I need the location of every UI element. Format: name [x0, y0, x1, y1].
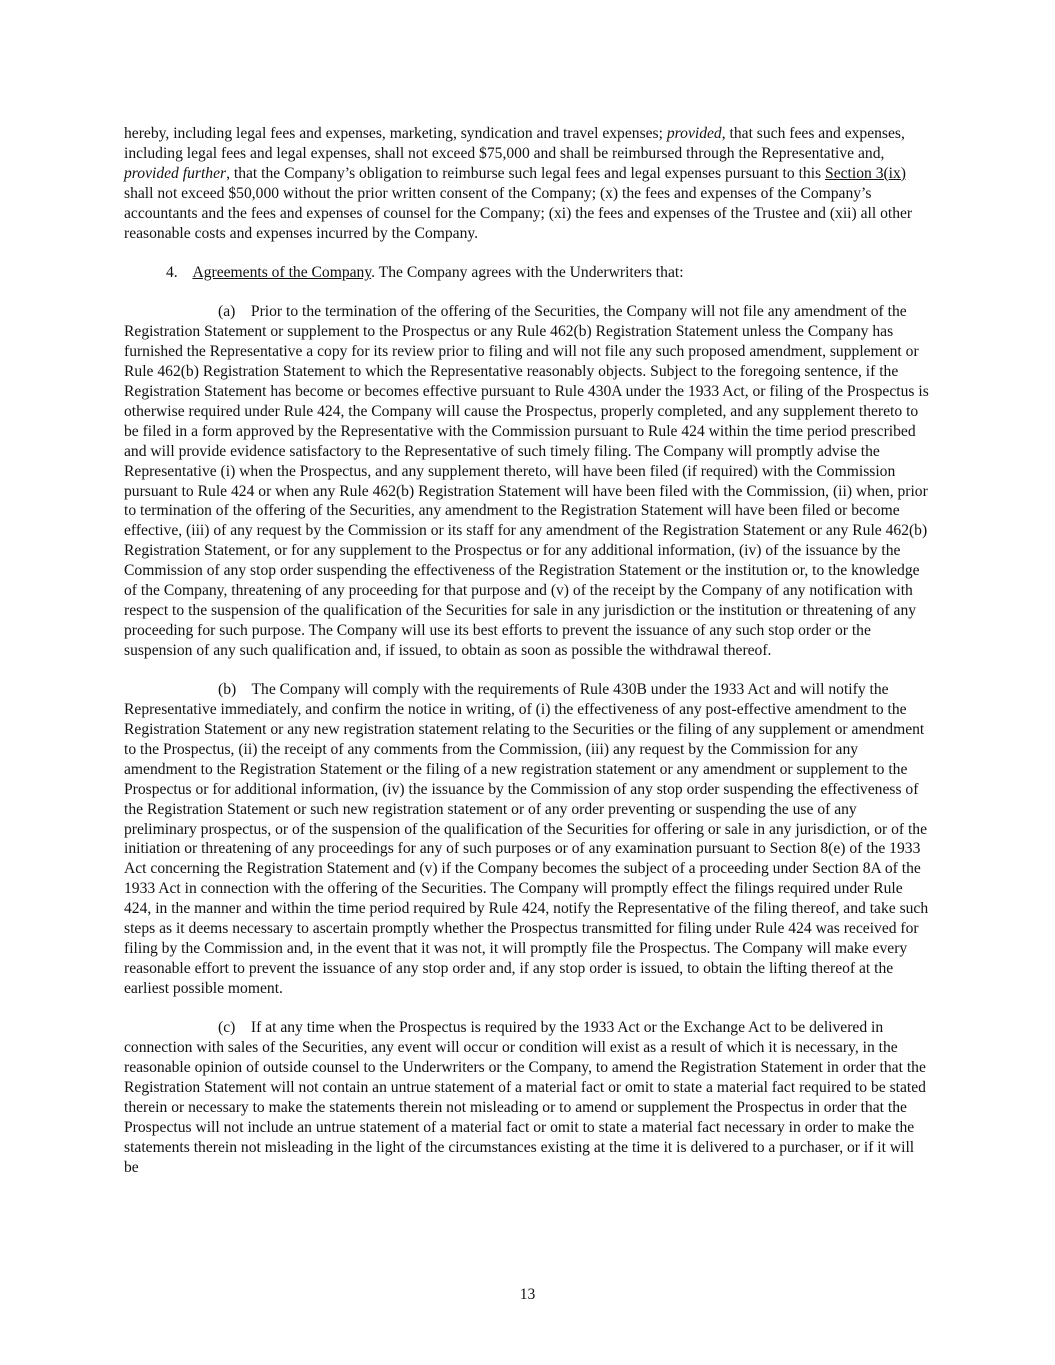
subsection-label: (a): [218, 303, 236, 321]
section-title: Agreements of the Company: [192, 263, 372, 281]
continuation-text-3: , that the Company’s obligation to reimburse such legal fees and legal expenses pursuant to this: [226, 164, 826, 182]
subsection-text: If at any time when the Prospectus is required by the 1933 Act or the Exchange Act to be delivered in connection with sales of the Securities, any event will occur or condition will exist as a result of which it is necessary, in the reasonable opinion of outside counsel to the Underwriters or the Company, to amend the Registration Statement in order that the Registration Statement will not contain an untrue statement of a material fact or omit to state a material fact required to be stated therein or necessary to make the statements therein not misleading or to amend or supplement the Prospectus in order that the Prospectus will not include an untrue statement of a material fact or omit to state a material fact necessary in order to make the statements therein not misleading in the light of the circumstances existing at the time it is delivered to a purchaser, or if it will be: [124, 1019, 926, 1176]
document-page: [124, 124, 932, 1177]
continuation-paragraph: [124, 124, 932, 243]
subsection-a: [124, 302, 932, 660]
subsection-label: (b): [218, 681, 237, 699]
subsection-label: (c): [218, 1019, 236, 1037]
section-intro: . The Company agrees with the Underwriters that:: [371, 263, 684, 281]
provided-term: provided: [666, 125, 722, 142]
section-4-heading: [124, 263, 932, 283]
section-number: 4.: [166, 263, 178, 281]
provided-further-term: provided further: [124, 164, 227, 182]
continuation-text-1: hereby, including legal fees and expenses, marketing, syndication and travel expenses;: [124, 125, 667, 142]
section-reference: Section 3(ix): [825, 164, 906, 182]
page-number: 13: [519, 1286, 536, 1303]
subsection-b: [124, 680, 932, 999]
continuation-text-2: , that such fees and expenses, including legal fees and legal expenses, shall not exceed $75,000 and shall be reimbursed through the Representative and,: [124, 125, 905, 162]
continuation-text-4: shall not exceed $50,000 without the prior written consent of the Company; (x) the fees and expenses of the Company’s accountants and the fees and expenses of counsel for the Company; (xi) the fees and expenses of the Trustee and (xii) all other reasonable costs and expenses incurred by the Company.: [124, 184, 913, 242]
subsection-text: The Company will comply with the requirements of Rule 430B under the 1933 Act and will notify the Representative immediately, and confirm the notice in writing, of (i) the effectiveness of any post-effective amendment to the Registration Statement or any new registration statement relating to the Securities or the filing of any supplement or amendment to the Prospectus, (ii) the receipt of any comments from the Commission, (iii) any request by the Commission for any amendment to the Registration Statement or the filing of a new registration statement or any amendment or supplement to the Prospectus or for additional information, (iv) the issuance by the Commission of any stop order suspending the effectiveness of the Registration Statement or such new registration statement or of any order preventing or suspending the use of any preliminary prospectus, or of the suspension of the qualification of the Securities for offering or sale in any jurisdiction, or of the initiation or threatening of any proceedings for any of such purposes or of any examination pursuant to Section 8(e) of the 1933 Act concerning the Registration Statement and (v) if the Company becomes the subject of a proceeding under Section 8A of the 1933 Act in connection with the offering of the Securities. The Company will promptly effect the filings required under Rule 424, in the manner and within the time period required by Rule 424, notify the Representative of the filing thereof, and take such steps as it deems necessary to ascertain promptly whether the Prospectus transmitted for filing under Rule 424 was received for filing by the Commission and, in the event that it was not, it will promptly file the Prospectus. The Company will make every reasonable effort to prevent the issuance of any stop order and, if any stop order is issued, to obtain the lifting thereof at the earliest possible moment.: [124, 681, 929, 997]
subsection-text: Prior to the termination of the offering of the Securities, the Company will not file any amendment of the Registration Statement or supplement to the Prospectus or any Rule 462(b) Registration Statement unless the Company has furnished the Representative a copy for its review prior to filing and will not file any such proposed amendment, supplement or Rule 462(b) Registration Statement to which the Representative reasonably objects. Subject to the foregoing sentence, if the Registration Statement has become or becomes effective pursuant to Rule 430A under the 1933 Act, or filing of the Prospectus is otherwise required under Rule 424, the Company will cause the Prospectus, properly completed, and any supplement thereto to be filed in a form approved by the Representative with the Commission pursuant to Rule 424 within the time period prescribed and will provide evidence satisfactory to the Representative of such timely filing. The Company will promptly advise the Representative (i) when the Prospectus, and any supplement thereto, will have been filed (if required) with the Commission pursuant to Rule 424 or when any Rule 462(b) Registration Statement will have been filed with the Commission, (ii) when, prior to termination of the offering of the Securities, any amendment to the Registration Statement will have been filed or become effective, (iii) of any request by the Commission or its staff for any amendment of the Registration Statement or any Rule 462(b) Registration Statement, or for any supplement to the Prospectus or for any additional information, (iv) of the issuance by the Commission of any stop order suspending the effectiveness of the Registration Statement or the institution or, to the knowledge of the Company, threatening of any proceeding for that purpose and (v) of the receipt by the Company of any notification with respect to the suspension of the qualification of the Securities for sale in any jurisdiction or the institution or threatening of any proceeding for such purpose. The Company will use its best efforts to prevent the issuance of any such stop order or the suspension of any such qualification and, if issued, to obtain as soon as possible the withdrawal thereof.: [124, 303, 929, 659]
subsection-c: [124, 1018, 932, 1177]
